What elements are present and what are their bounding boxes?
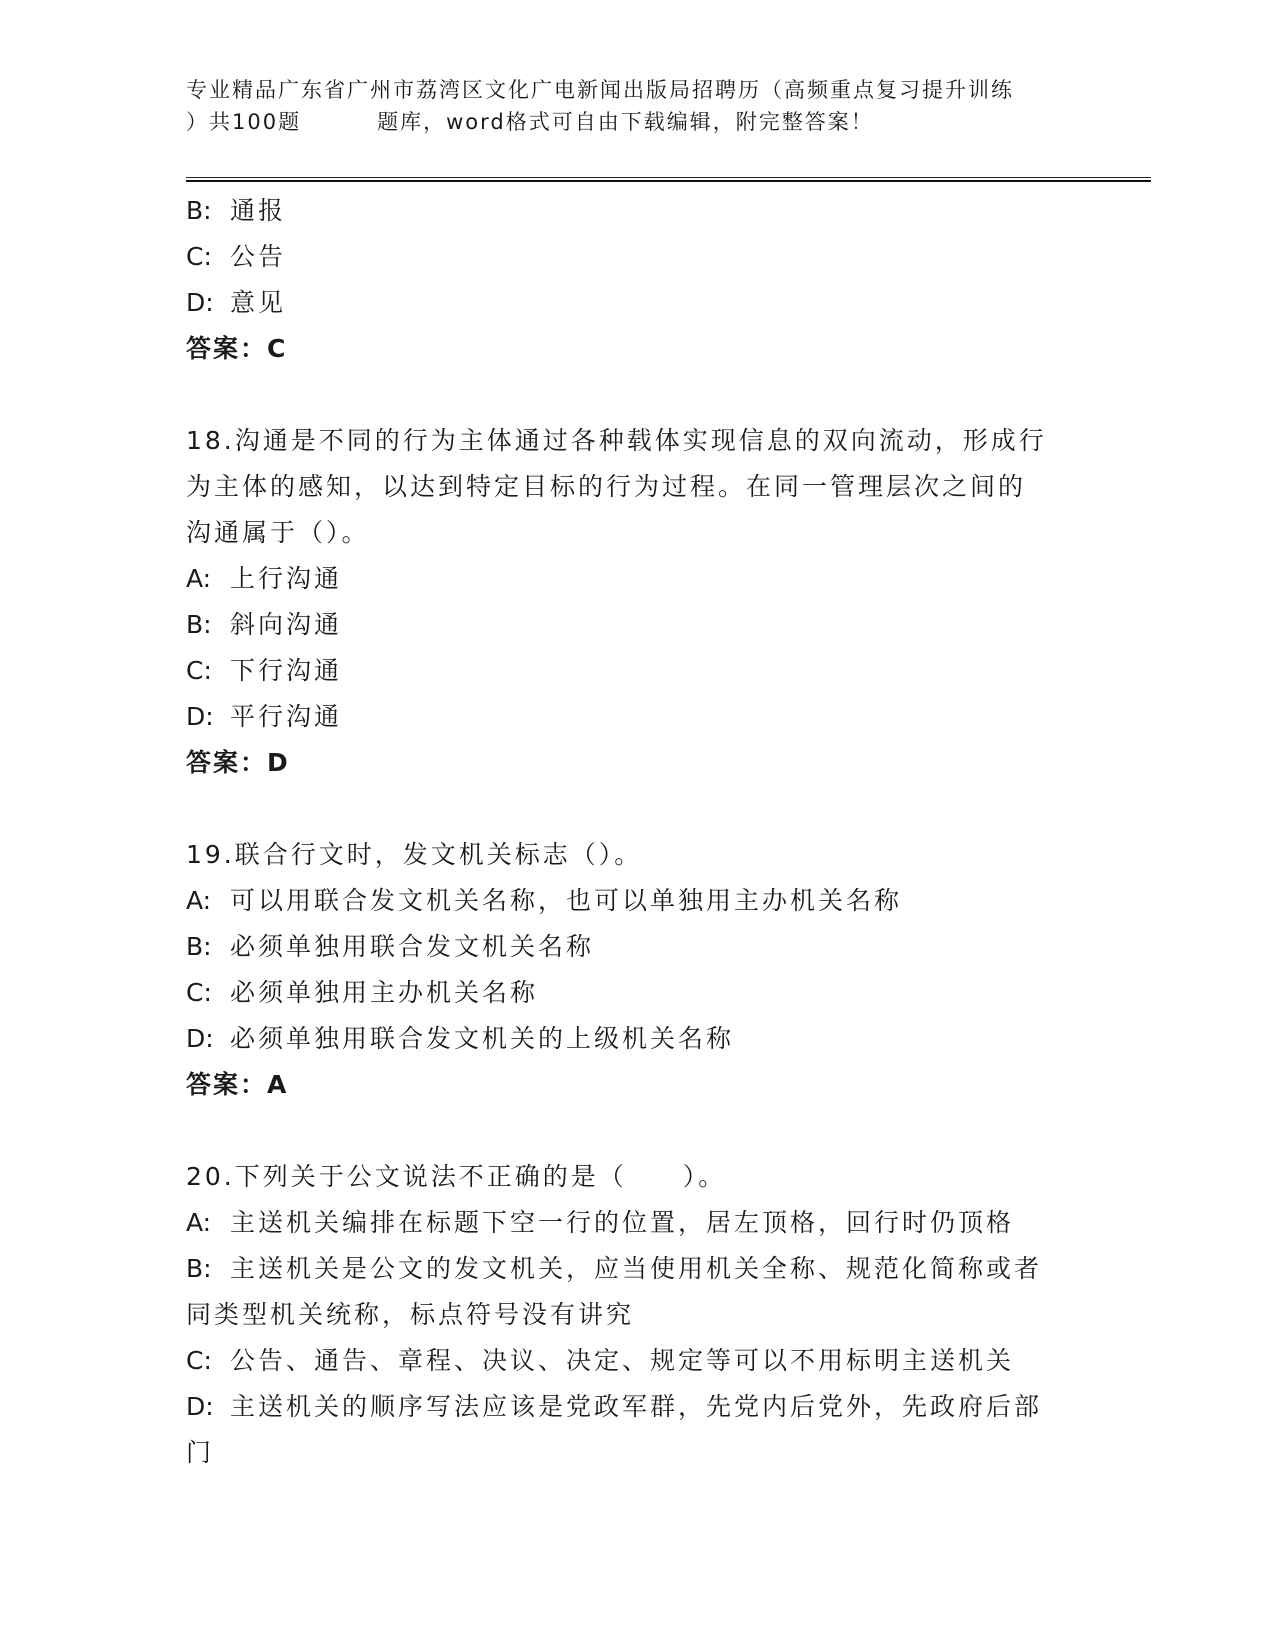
option-text: 主送机关编排在标题下空一行的位置，居左顶格，回行时仍顶格 bbox=[230, 1208, 1015, 1237]
option-b bbox=[186, 924, 1076, 970]
option-letter: C: bbox=[186, 1346, 212, 1375]
option-text: 必须单独用联合发文机关的上级机关名称 bbox=[230, 1024, 735, 1053]
question-18 bbox=[186, 418, 1076, 786]
option-b bbox=[186, 188, 1076, 234]
question-19 bbox=[186, 832, 1076, 1108]
option-letter: D: bbox=[186, 1024, 214, 1053]
option-a bbox=[186, 556, 1076, 602]
question-stem-line: 18.沟通是不同的行为主体通过各种载体实现信息的双向流动，形成行 bbox=[186, 426, 1047, 455]
option-c bbox=[186, 1338, 1076, 1384]
option-letter: B: bbox=[186, 196, 212, 225]
option-c bbox=[186, 970, 1076, 1016]
option-d bbox=[186, 1016, 1076, 1062]
option-text: 主送机关是公文的发文机关，应当使用机关全称、规范化简称或者 bbox=[230, 1254, 1043, 1283]
option-text: 必须单独用主办机关名称 bbox=[230, 978, 539, 1007]
option-text: 斜向沟通 bbox=[230, 610, 343, 639]
header-divider-thin bbox=[186, 177, 1151, 178]
option-c bbox=[186, 234, 1076, 280]
option-letter: C: bbox=[186, 656, 212, 685]
option-letter: C: bbox=[186, 978, 212, 1007]
option-letter: B: bbox=[186, 610, 212, 639]
option-d bbox=[186, 694, 1076, 740]
header-line-2 bbox=[186, 106, 1086, 138]
option-letter: D: bbox=[186, 702, 214, 731]
option-text: 可以用联合发文机关名称，也可以单独用主办机关名称 bbox=[230, 886, 903, 915]
option-d bbox=[186, 1384, 1076, 1430]
header-line-2-right: 题库，word格式可自由下载编辑，附完整答案！ bbox=[377, 110, 874, 134]
option-b bbox=[186, 1246, 1076, 1292]
option-letter: C: bbox=[186, 242, 212, 271]
question-content bbox=[186, 188, 1076, 1476]
option-letter: B: bbox=[186, 932, 212, 961]
option-text: 通报 bbox=[230, 196, 287, 225]
option-text: 下行沟通 bbox=[230, 656, 343, 685]
option-letter: A: bbox=[186, 564, 212, 593]
header-line-2-left: ）共100题 bbox=[186, 110, 302, 134]
option-d-continued: 门 bbox=[186, 1438, 215, 1467]
question-20 bbox=[186, 1154, 1076, 1476]
option-letter: D: bbox=[186, 1392, 214, 1421]
answer-line: 答案：A bbox=[186, 1070, 289, 1099]
option-text: 主送机关的顺序写法应该是党政军群，先党内后党外，先政府后部 bbox=[230, 1392, 1043, 1421]
question-stem-line: 19.联合行文时，发文机关标志（）。 bbox=[186, 840, 643, 869]
option-c bbox=[186, 648, 1076, 694]
option-text: 意见 bbox=[230, 288, 287, 317]
question-stem-line: 沟通属于（）。 bbox=[186, 518, 370, 547]
question-stem-line: 为主体的感知，以达到特定目标的行为过程。在同一管理层次之间的 bbox=[186, 472, 1027, 501]
option-letter: A: bbox=[186, 1208, 212, 1237]
option-letter: A: bbox=[186, 886, 212, 915]
option-letter: D: bbox=[186, 288, 214, 317]
option-d bbox=[186, 280, 1076, 326]
question-stem-line: 20.下列关于公文说法不正确的是（ ）。 bbox=[186, 1162, 727, 1191]
option-text: 平行沟通 bbox=[230, 702, 343, 731]
option-text: 必须单独用联合发文机关名称 bbox=[230, 932, 595, 961]
option-b-continued: 同类型机关统称，标点符号没有讲究 bbox=[186, 1300, 635, 1329]
option-text: 上行沟通 bbox=[230, 564, 343, 593]
option-letter: B: bbox=[186, 1254, 212, 1283]
option-a bbox=[186, 878, 1076, 924]
option-text: 公告、通告、章程、决议、决定、规定等可以不用标明主送机关 bbox=[230, 1346, 1015, 1375]
option-a bbox=[186, 1200, 1076, 1246]
option-b bbox=[186, 602, 1076, 648]
question-17-tail bbox=[186, 188, 1076, 372]
page-header bbox=[186, 74, 1086, 138]
answer-line: 答案：D bbox=[186, 748, 290, 777]
option-text: 公告 bbox=[230, 242, 287, 271]
answer-line: 答案：C bbox=[186, 334, 288, 363]
header-divider-thick bbox=[186, 180, 1151, 182]
header-line-1: 专业精品广东省广州市荔湾区文化广电新闻出版局招聘历（高频重点复习提升训练 bbox=[186, 78, 1014, 102]
